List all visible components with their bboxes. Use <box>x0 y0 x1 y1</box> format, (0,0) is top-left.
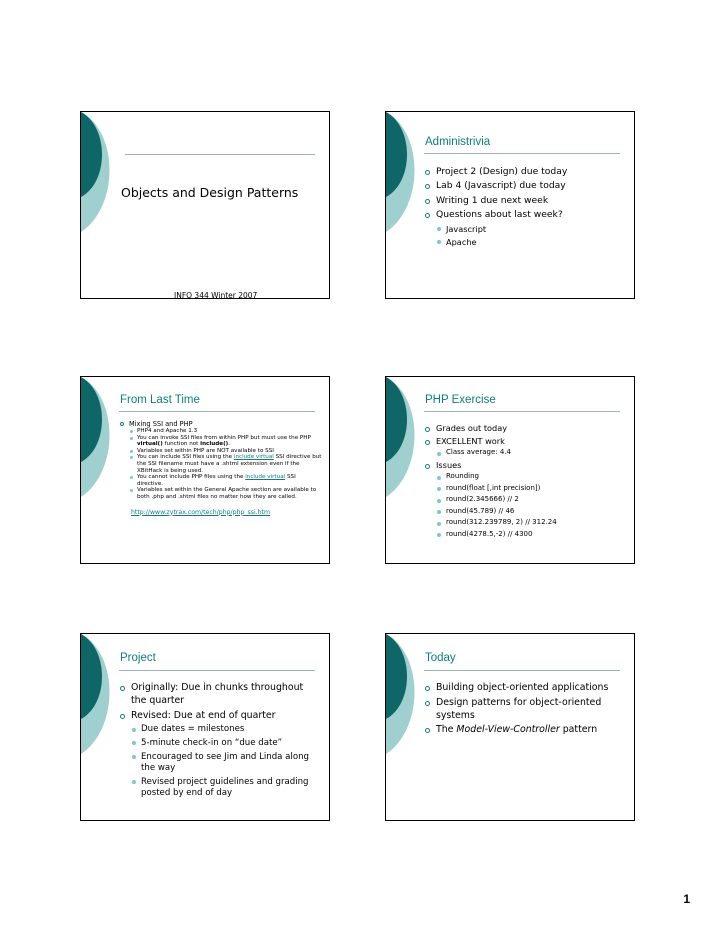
slide-body <box>119 420 323 519</box>
sub-bullet: You cannot include PHP files using the include virtual SSI directive. <box>129 474 323 487</box>
slide-body <box>424 680 626 739</box>
slide-today <box>385 633 635 821</box>
bullet: Issues <box>424 460 626 471</box>
slide-from-last-time <box>80 376 330 564</box>
bullet: Lab 4 (Javascript) due today <box>424 180 626 192</box>
divider <box>125 154 315 155</box>
slide-heading: Project <box>120 652 156 664</box>
slide-title <box>80 111 330 299</box>
slide-body <box>119 680 321 802</box>
sub-bullet: Class average: 4.4 <box>436 448 626 458</box>
slide-heading: From Last Time <box>120 394 200 406</box>
bullet: Design patterns for object-oriented systems <box>424 697 626 723</box>
slide-title-text: Objects and Design Patterns <box>121 185 299 200</box>
slide-administrivia <box>385 111 635 299</box>
page-number: 1 <box>683 892 690 906</box>
slide-body <box>424 421 626 541</box>
divider <box>119 670 315 671</box>
slide-php-exercise <box>385 376 635 564</box>
reference-link[interactable]: http://www.zytrax.com/tech/php/php_ssi.htm <box>131 508 271 516</box>
include-virtual-link[interactable]: include virtual <box>245 474 286 481</box>
sub-bullet: Variables set within the General Apache section are available to both .php and .shtml files no matter how they are called. <box>129 487 323 500</box>
sub-bullet: round(float [,int precision]) <box>436 484 626 494</box>
slide-project <box>80 633 330 821</box>
bullet: Project 2 (Design) due today <box>424 166 626 178</box>
sub-bullet: round(2.345666) // 2 <box>436 495 626 505</box>
bullet: Mixing SSI and PHP <box>119 420 323 428</box>
sub-bullet: You can include SSI files using the include virtual SSI directive but the SSI filename must have a .shtml extension even if the XBitHack is being used. <box>129 454 323 474</box>
slide-decoration-icon <box>386 112 426 232</box>
sub-bullet: Rounding <box>436 472 626 482</box>
include-virtual-link[interactable]: include virtual <box>233 454 274 461</box>
sub-bullet: Revised project guidelines and grading posted by end of day <box>131 777 321 800</box>
slide-decoration-icon <box>386 377 426 497</box>
bullet: Grades out today <box>424 423 626 434</box>
bullet: The Model-View-Controller pattern <box>424 724 626 737</box>
slide-heading: Today <box>425 652 456 664</box>
sub-bullet: Due dates = milestones <box>131 724 321 736</box>
sub-bullet: round(4278.5,-2) // 4300 <box>436 530 626 540</box>
bullet: Building object-oriented applications <box>424 682 626 695</box>
bullet: Revised: Due at end of quarter <box>119 710 321 723</box>
sub-bullet: round(312.239789, 2) // 312.24 <box>436 518 626 528</box>
slide-footer: INFO 344 Winter 2007 <box>174 291 258 299</box>
sub-bullet: Encouraged to see Jim and Linda along the way <box>131 752 321 775</box>
divider <box>119 411 315 412</box>
slide-decoration-icon <box>81 112 121 232</box>
sub-bullet: Apache <box>436 237 626 248</box>
bullet: Originally: Due in chunks throughout the quarter <box>119 682 321 708</box>
sub-bullet: 5-minute check-in on “due date” <box>131 738 321 750</box>
bullet: Writing 1 due next week <box>424 195 626 207</box>
sub-bullet: You can invoke SSI files from within PHP but must use the PHP virtual() function not include(). <box>129 435 323 448</box>
sub-bullet: Variables set within PHP are NOT available to SSI <box>129 448 323 455</box>
slide-decoration-icon <box>81 377 121 497</box>
sub-bullet: PHP4 and Apache 1.3 <box>129 428 323 435</box>
slide-decoration-icon <box>81 634 121 754</box>
sub-bullet: Javascript <box>436 224 626 235</box>
slide-decoration-icon <box>386 634 426 754</box>
bullet: EXCELLENT work <box>424 436 626 447</box>
divider <box>424 411 620 412</box>
divider <box>424 670 620 671</box>
sub-bullet: round(45.789) // 46 <box>436 507 626 517</box>
divider <box>424 153 620 154</box>
slide-heading: Administrivia <box>425 136 491 148</box>
bullet: Questions about last week? <box>424 209 626 221</box>
slide-heading: PHP Exercise <box>425 394 496 406</box>
slide-body <box>424 164 626 250</box>
